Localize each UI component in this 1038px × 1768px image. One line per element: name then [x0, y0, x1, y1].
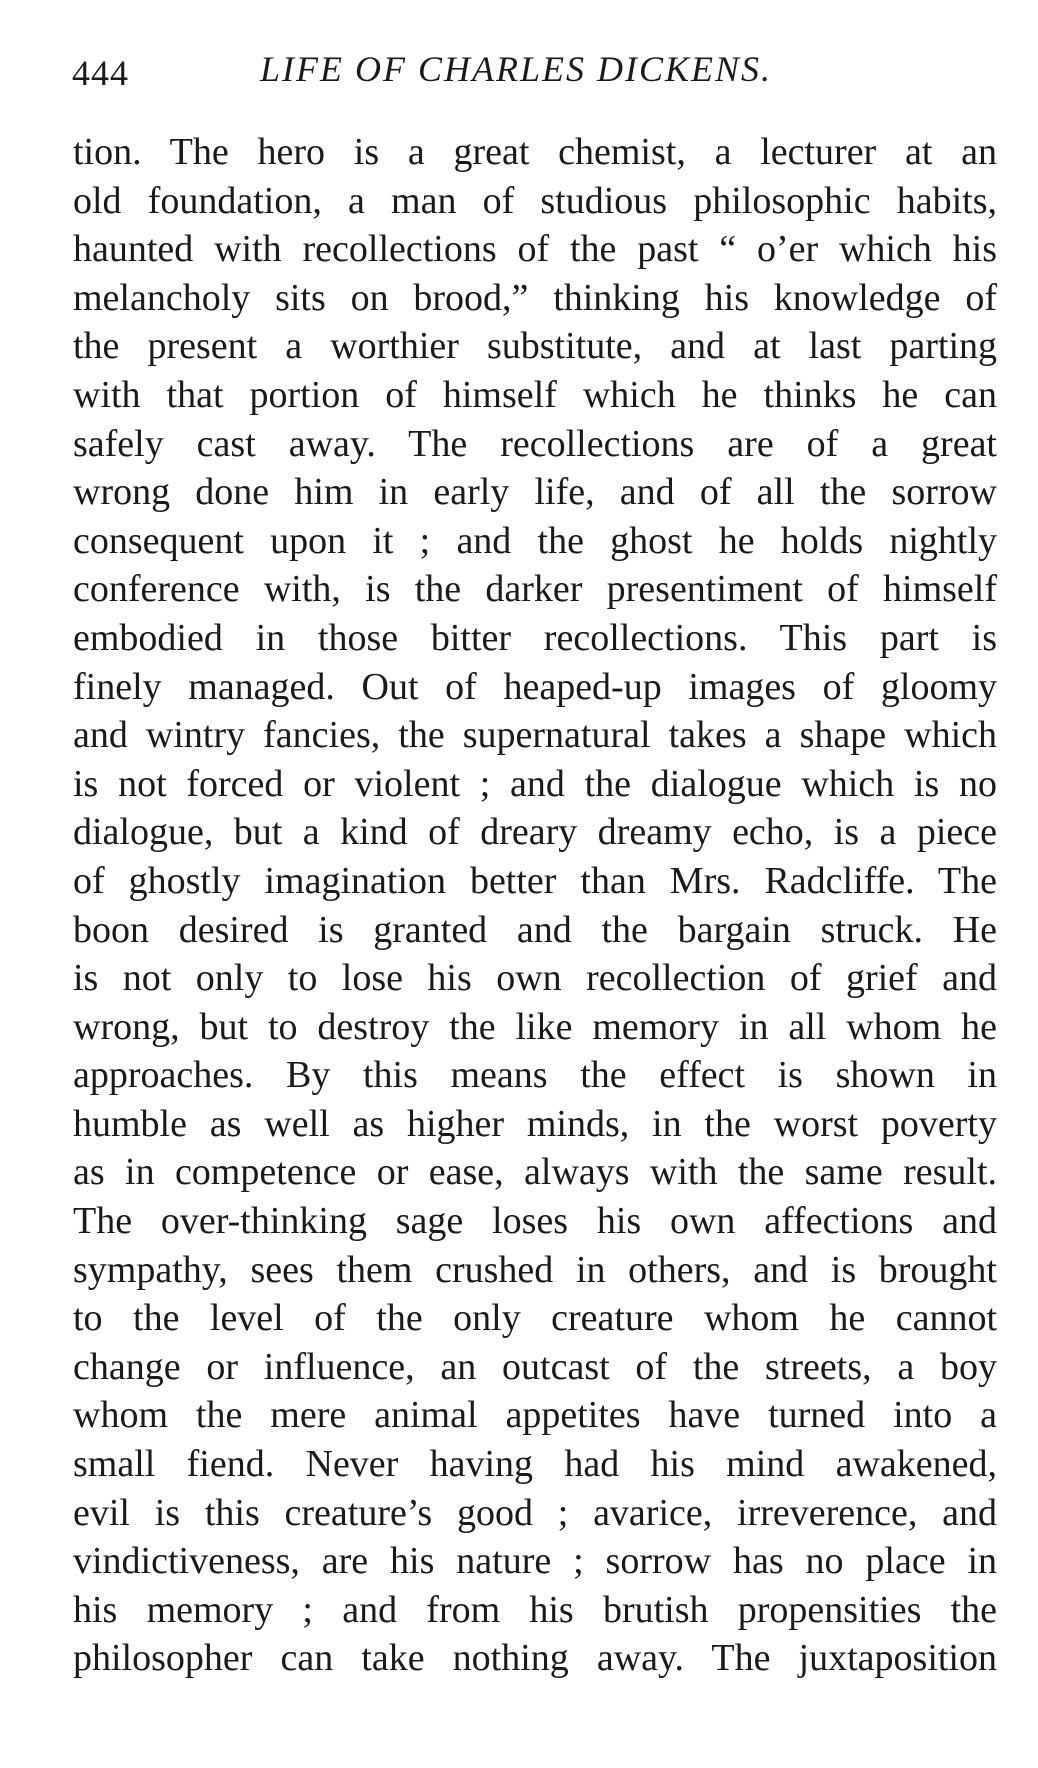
text-line: wrong, but to destroy the like memory in all whom he: [73, 1005, 997, 1048]
text-line: The over-thinking sage loses his own affections and: [73, 1200, 997, 1243]
text-line: sympathy, sees them crushed in others, and is brought: [73, 1248, 997, 1291]
text-line: his memory ; and from his brutish propensities the: [73, 1588, 997, 1631]
text-line: is not only to lose his own recollection of grief and: [73, 957, 997, 1000]
text-line: wrong done him in early life, and of all the sorrow: [73, 471, 997, 514]
text-line: finely managed. Out of heaped-up images of gloomy: [73, 665, 997, 708]
text-line: haunted with recollections of the past “ o’er which his: [73, 228, 997, 271]
text-line: conference with, is the darker presentiment of himself: [73, 568, 997, 611]
text-line: small fiend. Never having had his mind awakened,: [73, 1443, 997, 1486]
text-line: evil is this creature’s good ; avarice, irreverence, and: [73, 1491, 997, 1534]
text-line: vindictiveness, are his nature ; sorrow has no place in: [73, 1540, 997, 1583]
text-line: change or influence, an outcast of the streets, a boy: [73, 1345, 997, 1388]
text-line: the present a worthier substitute, and at last parting: [73, 325, 997, 368]
running-head: [72, 44, 992, 94]
text-line: old foundation, a man of studious philosophic habits,: [73, 179, 997, 222]
text-line: to the level of the only creature whom he cannot: [73, 1297, 997, 1340]
body-paragraph: [73, 128, 997, 1683]
text-line: whom the mere animal appetites have turned into a: [73, 1394, 997, 1437]
text-line: melancholy sits on brood,” thinking his knowledge of: [73, 276, 997, 319]
text-line: of ghostly imagination better than Mrs. Radcliffe. The: [73, 859, 997, 902]
running-title: LIFE OF CHARLES DICKENS.: [260, 49, 772, 89]
text-line: humble as well as higher minds, in the worst poverty: [73, 1102, 997, 1145]
text-line: is not forced or violent ; and the dialogue which is no: [73, 762, 997, 805]
text-line: boon desired is granted and the bargain struck. He: [73, 908, 997, 951]
text-line: dialogue, but a kind of dreary dreamy echo, is a piece: [73, 811, 997, 854]
text-line: approaches. By this means the effect is shown in: [73, 1054, 997, 1097]
text-line: safely cast away. The recollections are of a great: [73, 422, 997, 465]
text-line: and wintry fancies, the supernatural takes a shape which: [73, 714, 997, 757]
text-line: as in competence or ease, always with the same result.: [73, 1151, 997, 1194]
text-line: consequent upon it ; and the ghost he holds nightly: [73, 519, 997, 562]
text-line: philosopher can take nothing away. The juxtaposition: [73, 1637, 997, 1680]
text-line: embodied in those bitter recollections. This part is: [73, 616, 997, 659]
text-line: with that portion of himself which he thinks he can: [73, 373, 997, 416]
page-number: 444: [72, 53, 129, 93]
text-line: tion. The hero is a great chemist, a lecturer at an: [73, 131, 997, 173]
